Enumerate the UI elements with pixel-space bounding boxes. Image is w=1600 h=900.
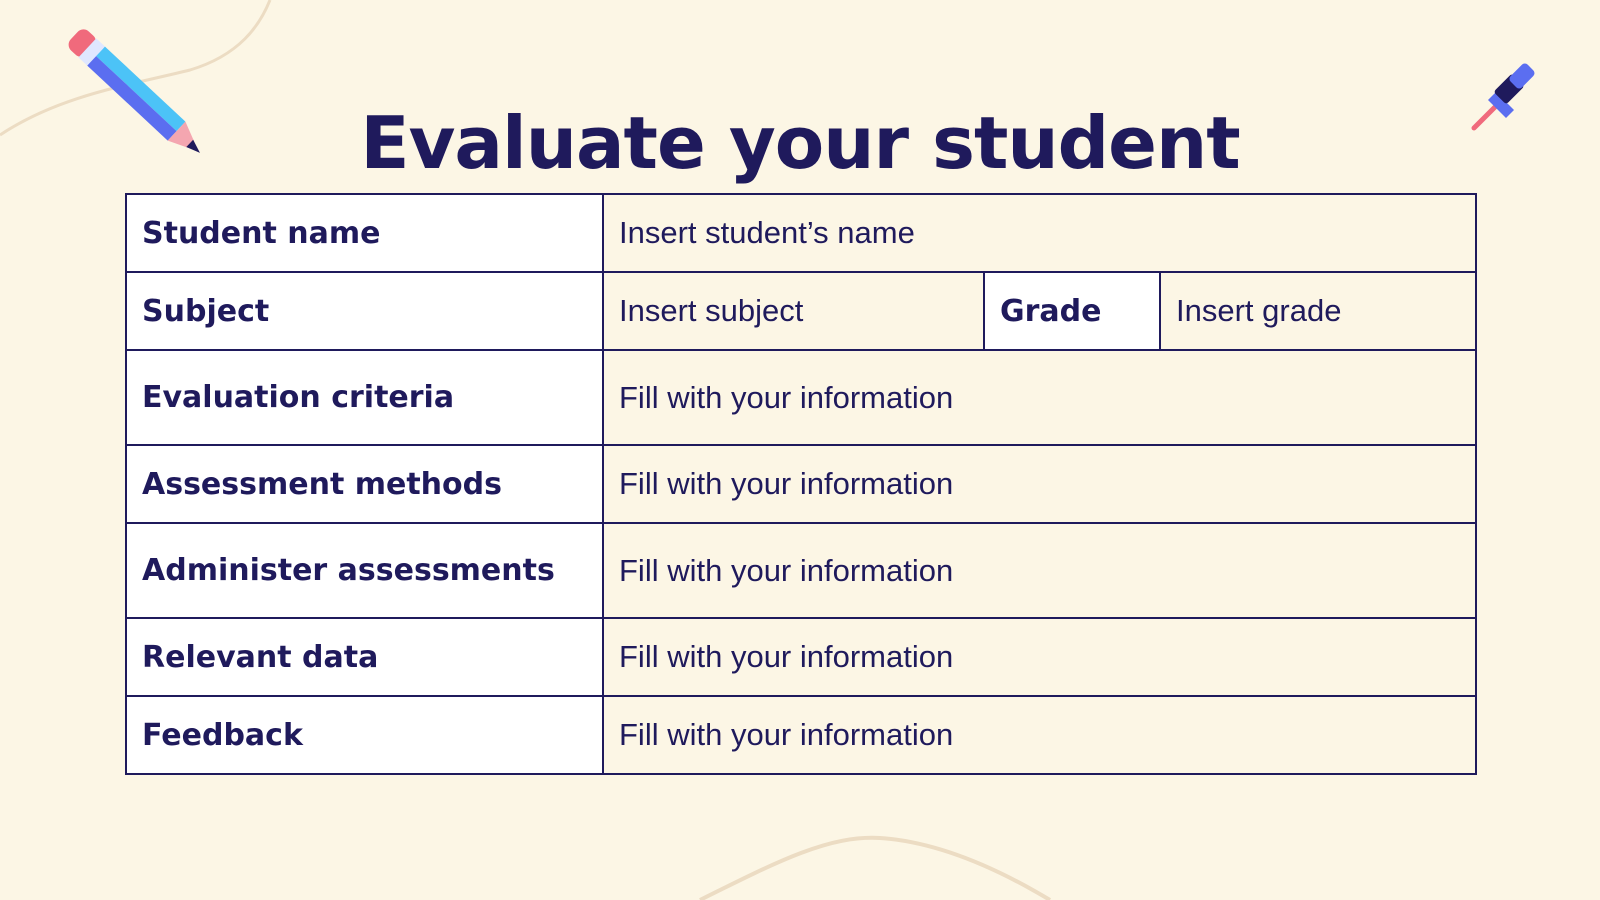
table-row-feedback xyxy=(126,696,1476,774)
table-row-administer-assessments xyxy=(126,523,1476,618)
evaluation-criteria-label: Evaluation criteria xyxy=(126,350,603,445)
administer-assessments-field[interactable]: Fill with your information xyxy=(603,523,1476,618)
table-row-evaluation-criteria xyxy=(126,350,1476,445)
page-title: Evaluate your student xyxy=(360,101,1240,185)
table-row-relevant-data xyxy=(126,618,1476,696)
student-name-label: Student name xyxy=(126,194,603,272)
relevant-data-field[interactable]: Fill with your information xyxy=(603,618,1476,696)
subject-label: Subject xyxy=(126,272,603,350)
subject-field[interactable]: Insert subject xyxy=(603,272,984,350)
administer-assessments-label: Administer assessments xyxy=(126,523,603,618)
evaluation-table xyxy=(125,193,1477,775)
evaluation-criteria-field[interactable]: Fill with your information xyxy=(603,350,1476,445)
table-row-student-name xyxy=(126,194,1476,272)
grade-label: Grade xyxy=(984,272,1160,350)
feedback-label: Feedback xyxy=(126,696,603,774)
table-row-assessment-methods xyxy=(126,445,1476,523)
assessment-methods-label: Assessment methods xyxy=(126,445,603,523)
grade-field[interactable]: Insert grade xyxy=(1160,272,1476,350)
relevant-data-label: Relevant data xyxy=(126,618,603,696)
feedback-field[interactable]: Fill with your information xyxy=(603,696,1476,774)
table-row-subject xyxy=(126,272,1476,350)
student-name-field[interactable]: Insert student’s name xyxy=(603,194,1476,272)
assessment-methods-field[interactable]: Fill with your information xyxy=(603,445,1476,523)
